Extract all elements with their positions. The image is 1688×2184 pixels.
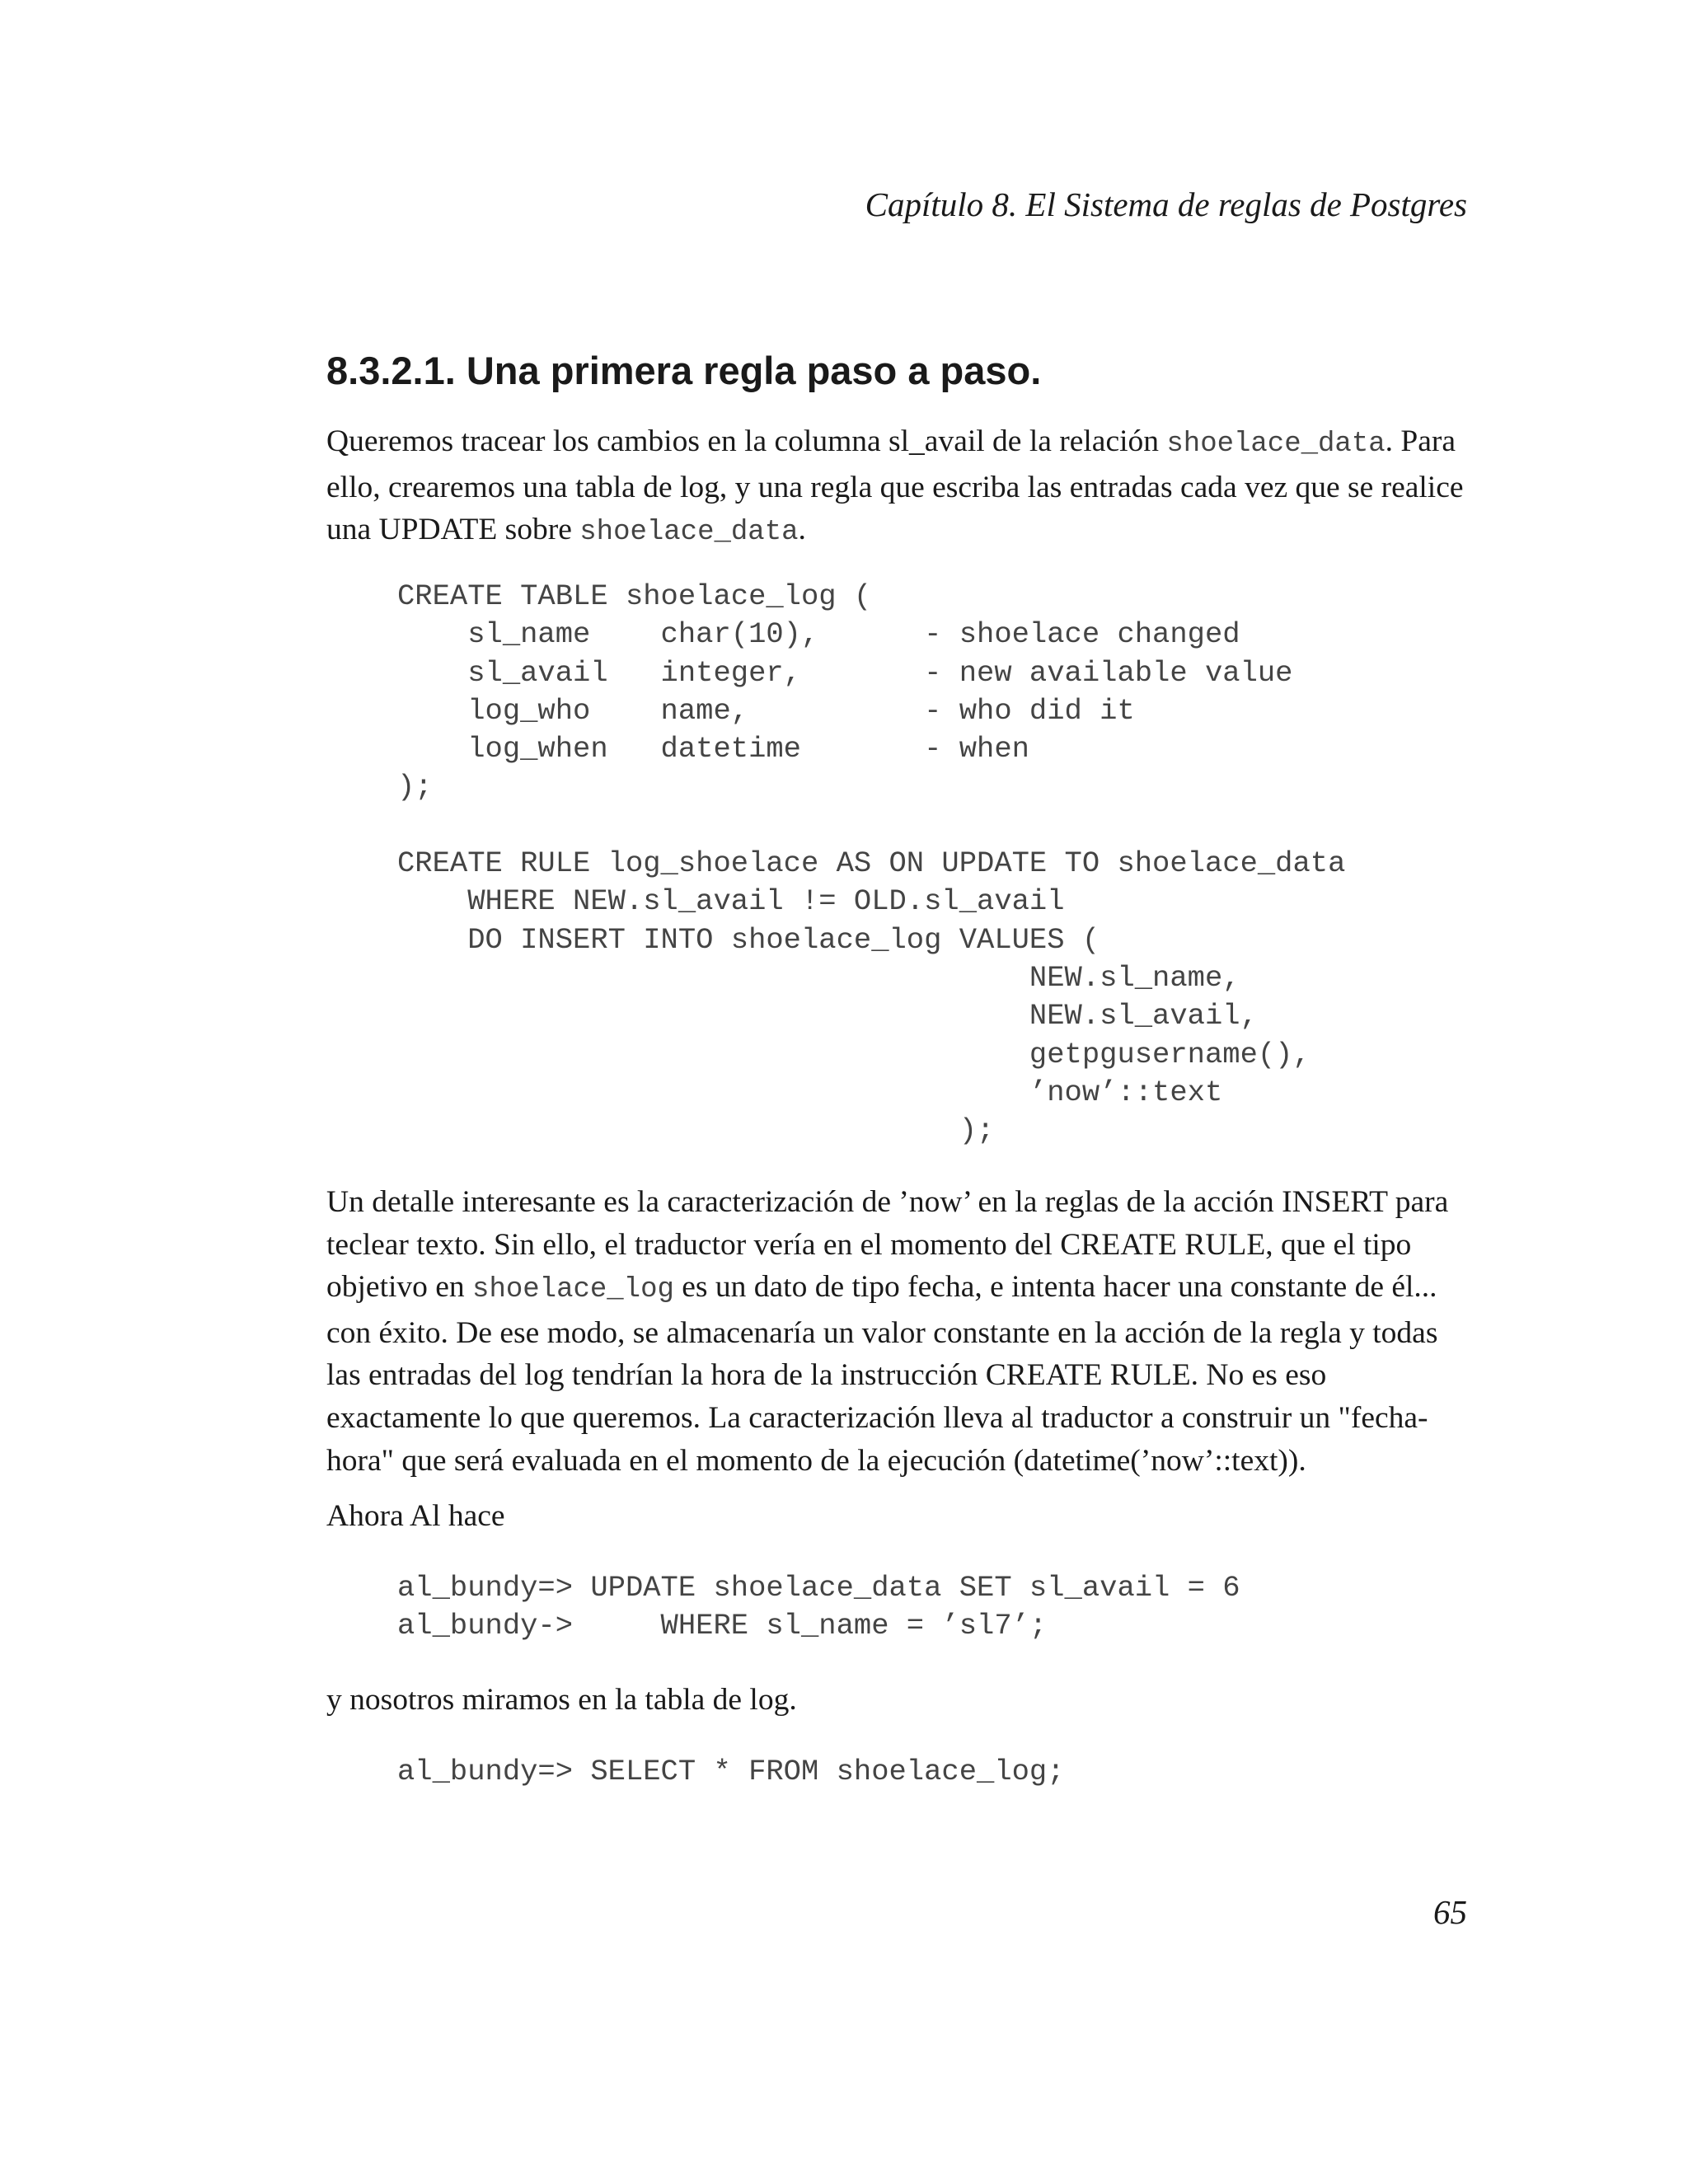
intro-text-1: Queremos tracear los cambios en la columna sl_avail de la relación	[326, 424, 1167, 458]
inline-code-shoelace-data: shoelace_data	[1166, 429, 1386, 460]
intro-paragraph	[326, 420, 1472, 555]
explanation-text-1: Un detalle interesante es la caracterización de ’now’ en la reglas de la acción INSERT para teclear texto. Sin ello, el traductor vería en el momento del CREATE RULE, que el tipo objetivo en	[326, 1185, 1449, 1305]
nosotros-paragraph: y nosotros miramos en la tabla de log.	[326, 1683, 797, 1717]
inline-code-shoelace-log: shoelace_log	[472, 1274, 674, 1306]
page-number: 65	[1433, 1893, 1467, 1931]
running-header: Capítulo 8. El Sistema de reglas de Postgres	[865, 185, 1467, 223]
explanation-text-2: es un dato de tipo fecha, e intenta hacer una constante de él... con éxito. De ese modo, se almacenaría un valor constante en la acción de la regla y todas las entradas del log tendrían la hora de la instrucción CREATE RULE. No es eso exactamente lo que queremos. La caracterización lleva al traductor a construir un "fecha-hora" que será evaluada en el momento de la ejecución (datetime(’now’::text)).	[326, 1270, 1438, 1478]
code-block-update: al_bundy=> UPDATE shoelace_data SET sl_avail = 6 al_bundy-> WHERE sl_name = ’sl7’;	[397, 1571, 1240, 1643]
explanation-paragraph	[326, 1181, 1472, 1482]
section-heading: 8.3.2.1. Una primera regla paso a paso.	[326, 349, 1042, 392]
intro-text-2: . Para ello, crearemos una tabla de log, y una regla que escriba las entradas cada vez que se realice una UPDATE sobre	[326, 424, 1464, 547]
code-block-select: al_bundy=> SELECT * FROM shoelace_log;	[397, 1755, 1065, 1788]
ahora-paragraph: Ahora Al hace	[326, 1499, 505, 1533]
code-block-create-table-rule: CREATE TABLE shoelace_log ( sl_name char(10), - shoelace changed sl_avail integer, - new available value log_who name, - who did it log_when datetime - when ); CREATE RULE log_shoelace AS ON UPDATE TO shoelace_data WHERE NEW.sl_avail != OLD.sl_avail DO INSERT INTO shoelace_log VALUES ( NEW.sl_name, NEW.sl_avail, getpgusername(), ’now’::text );	[397, 579, 1346, 1148]
inline-code-shoelace-data-2: shoelace_data	[579, 517, 799, 549]
intro-text-3: .	[798, 513, 806, 547]
